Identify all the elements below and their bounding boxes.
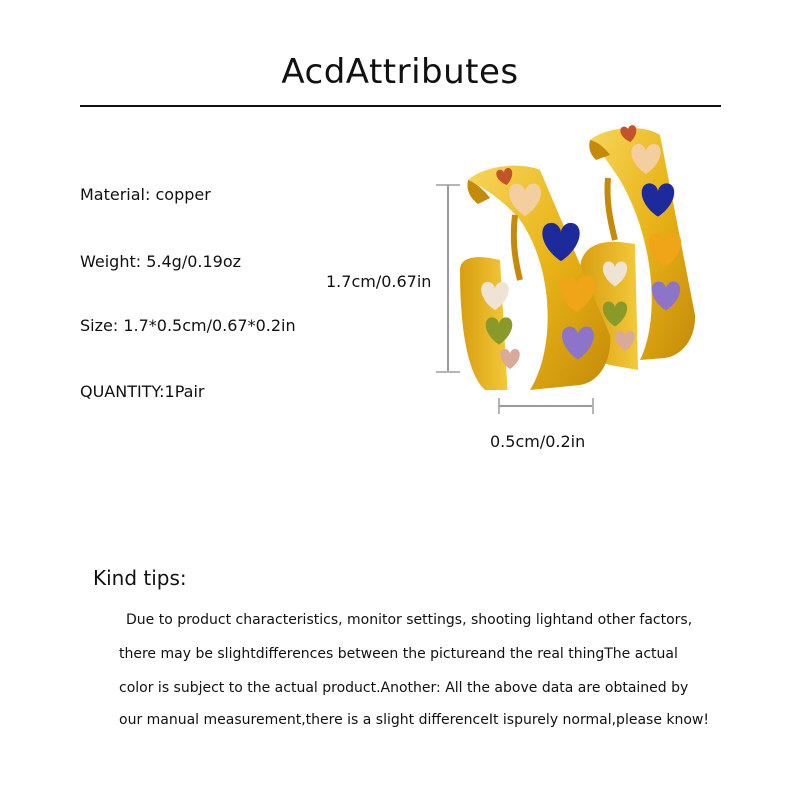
width-measure-cap-right	[592, 398, 594, 414]
attribute-quantity: QUANTITY:1Pair	[80, 382, 205, 401]
attribute-material: Material: copper	[80, 185, 211, 204]
earring-product-image	[460, 120, 740, 390]
title-divider	[80, 105, 721, 107]
page-title: AcdAttributes	[281, 52, 519, 92]
attribute-size: Size: 1.7*0.5cm/0.67*0.2in	[80, 316, 296, 335]
kind-tips-heading: Kind tips:	[93, 566, 187, 590]
height-measure-cap-bottom	[436, 371, 460, 373]
kind-tips-line: our manual measurement,there is a slight differenceIt ispurely normal,please know!	[119, 712, 709, 728]
width-measure-line	[499, 405, 594, 407]
kind-tips-line: there may be slightdifferences between the pictureand the real thingThe actual	[119, 646, 678, 662]
attribute-weight: Weight: 5.4g/0.19oz	[80, 252, 242, 271]
kind-tips-line: color is subject to the actual product.Another: All the above data are obtained by	[119, 680, 689, 696]
height-measure-line	[447, 185, 449, 373]
kind-tips-line: Due to product characteristics, monitor settings, shooting lightand other factors,	[126, 612, 693, 628]
earring-left	[460, 166, 610, 390]
width-measure-label: 0.5cm/0.2in	[490, 432, 586, 451]
height-measure-label: 1.7cm/0.67in	[326, 272, 432, 291]
